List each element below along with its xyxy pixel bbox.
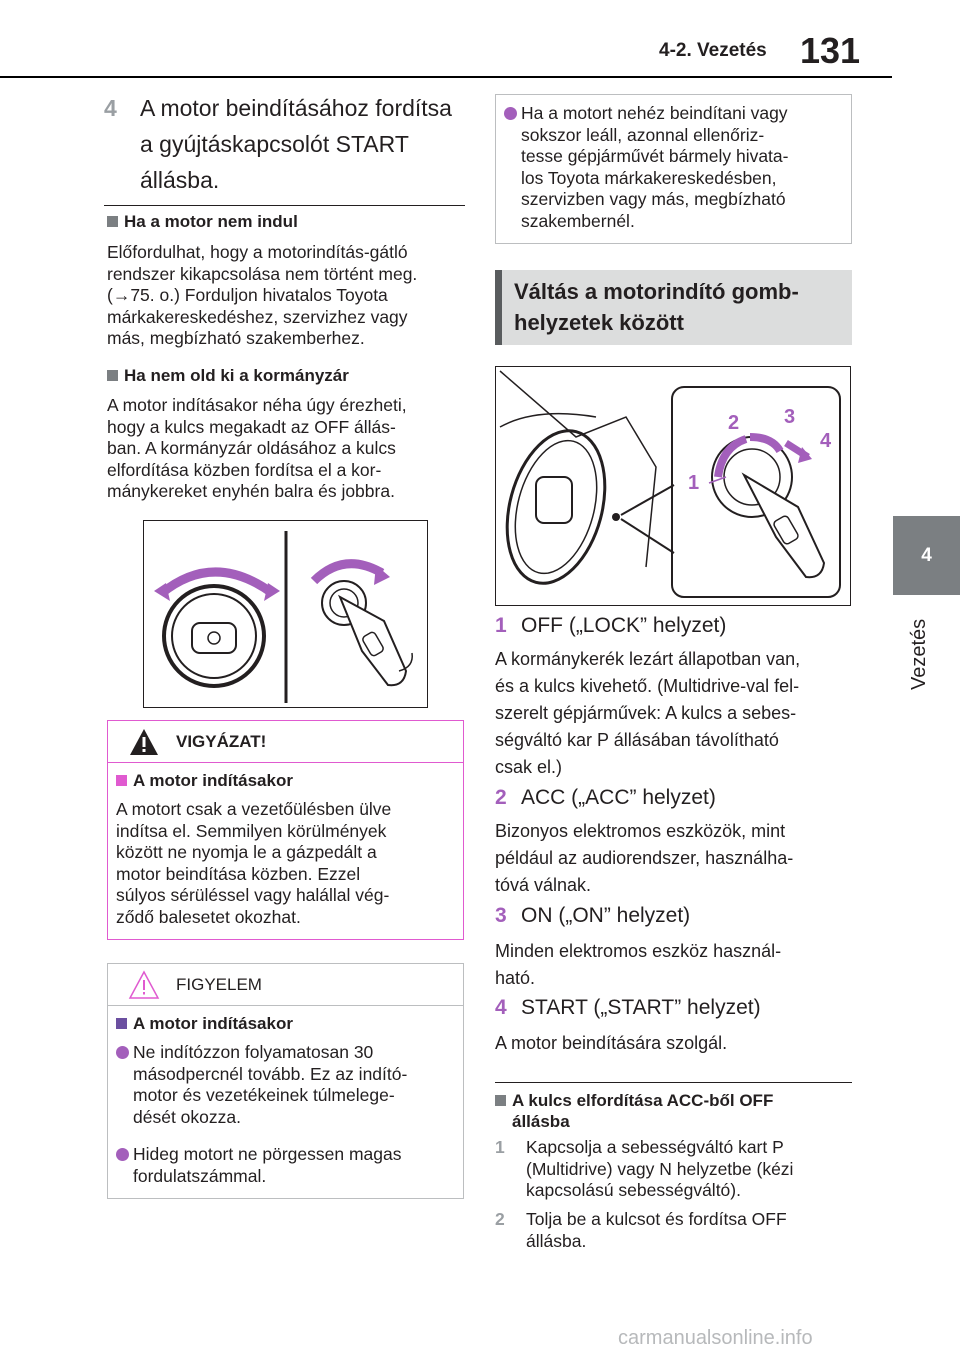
position-4-text <box>495 1030 855 1057</box>
square-bullet <box>495 1095 506 1106</box>
text-line: fordulatszámmal. <box>133 1165 267 1186</box>
position-title: ON („ON” helyzet) <box>521 904 691 927</box>
position-title: START („START” helyzet) <box>521 996 761 1019</box>
text-line: tóvá válnak. <box>495 875 592 895</box>
position-3-text <box>495 938 855 992</box>
note-bullet <box>504 103 849 232</box>
text-line: A kormánykerék lezárt állapotban van, <box>495 649 801 669</box>
text-line: motor és vezetékeinek túlmelege- <box>133 1085 395 1105</box>
round-bullet <box>504 107 517 120</box>
text-line: másodpercnél tovább. Ez az indító- <box>133 1063 408 1084</box>
page-reference-link[interactable]: (→75. o.) Forduljon hivatalos Toyota <box>107 285 388 305</box>
notice-title: FIGYELEM <box>176 975 262 994</box>
caution-triangle-icon <box>128 970 160 1000</box>
notice-subheading <box>116 1014 293 1034</box>
top-note-box <box>495 94 852 244</box>
watermark: carmanualsonline.info <box>618 1327 813 1349</box>
subheading-acc-off <box>495 1090 773 1132</box>
notice-header <box>108 964 463 1006</box>
text-line: ződő balesetet okozhat. <box>116 906 301 927</box>
section-heading-text <box>514 276 799 338</box>
text-line: ségváltó kar P állásában távolítható <box>495 730 779 750</box>
step-4 <box>104 90 464 198</box>
text-line: Tolja be a kulcsot és fordítsa OFF <box>526 1209 787 1229</box>
text-line: A motor beindítására szolgál. <box>495 1033 728 1053</box>
subheading-text: Ha a motor nem indul <box>124 212 298 231</box>
text-line: dését okozza. <box>133 1106 241 1127</box>
section-heading <box>495 270 852 345</box>
divider <box>104 205 465 206</box>
paragraph-kormanyzar <box>107 395 467 503</box>
position-label-2: 2 <box>728 412 740 434</box>
text-line: között ne nyomja le a gázpedált a <box>116 842 377 862</box>
section-title: 4-2. Vezetés <box>659 40 767 61</box>
position-number: 1 <box>495 614 507 637</box>
text-line: szakembernél. <box>521 210 635 231</box>
subheading-text: A motor indításakor <box>133 1014 293 1033</box>
text-line: márkakereskedéshez, szervizhez vagy <box>107 306 408 327</box>
text-line: A motor indításakor néha úgy érezheti, <box>107 395 407 415</box>
warning-triangle-icon <box>128 727 160 757</box>
warning-header <box>108 721 463 763</box>
chapter-label: Vezetés <box>908 618 930 690</box>
warning-text <box>116 799 461 928</box>
acc-off-step-2 <box>495 1209 855 1252</box>
text-line: motor beindítása közben. Ezzel <box>116 863 361 884</box>
notice-box <box>107 963 464 1199</box>
text-line: és a kulcs kivehető. (Multidrive-val fel- <box>495 676 800 696</box>
position-2-heading <box>495 786 716 810</box>
square-bullet <box>107 370 118 381</box>
position-1-heading <box>495 614 726 638</box>
text-line: Előfordulhat, hogy a motorindítás-gátló <box>107 242 408 262</box>
position-3-heading <box>495 904 690 928</box>
position-4-heading <box>495 996 761 1020</box>
text-line: más, megbízható szakemberhez. <box>107 328 365 348</box>
position-2-text <box>495 818 855 899</box>
subheading-text: Ha nem old ki a kormányzár <box>124 366 349 385</box>
round-bullet <box>116 1148 129 1161</box>
position-title: OFF („LOCK” helyzet) <box>521 614 727 637</box>
text-line: kapcsolású sebességváltó). <box>526 1180 741 1200</box>
notice-bullet <box>116 1042 461 1128</box>
ignition-drawing <box>496 367 850 605</box>
subheading-text: A kulcs elfordítása ACC-ből OFF <box>512 1091 774 1110</box>
subheading-motor-nem-indul <box>107 212 298 232</box>
text-line: Kapcsolja a sebességváltó kart P <box>526 1137 784 1157</box>
round-bullet <box>116 1046 129 1059</box>
text-line: Ne indítózzon folyamatosan 30 <box>133 1042 374 1062</box>
text-line: A motort csak a vezetőülésben ülve <box>116 799 392 819</box>
text-line: ban. A kormányzár oldásához a kulcs <box>107 438 396 458</box>
text-line: Minden elektromos eszköz használ- <box>495 941 782 961</box>
ignition-illustration <box>495 366 851 606</box>
text-line: sokszor leáll, azonnal ellenőriz- <box>521 124 765 145</box>
square-bullet <box>107 216 118 227</box>
position-number: 3 <box>495 904 507 927</box>
subheading-kormanyzar <box>107 366 349 386</box>
text-line: mánykereket enyhén balra és jobbra. <box>107 481 395 501</box>
text-line: súlyos sérüléssel vagy halállal vég- <box>116 885 390 905</box>
heading-line: Váltás a motorindító gomb- <box>514 279 799 304</box>
text-line: ható. <box>495 968 536 988</box>
subheading-text: állásba <box>512 1112 570 1131</box>
page-number: 131 <box>800 30 861 71</box>
paragraph-motor-nem-indul <box>107 242 467 350</box>
text-line: rendszer kikapcsolása nem történt meg. <box>107 263 418 284</box>
chapter-tab[interactable]: 4 <box>893 516 960 595</box>
step-number: 2 <box>495 1209 505 1229</box>
warning-title: VIGYÁZAT! <box>176 732 267 751</box>
position-1-text <box>495 646 855 781</box>
position-number: 2 <box>495 786 507 809</box>
text-line: Hideg motort ne pörgessen magas <box>133 1144 402 1164</box>
position-title: ACC („ACC” helyzet) <box>521 786 716 809</box>
text-line: (Multidrive) vagy N helyzetbe (kézi <box>526 1158 794 1179</box>
text-line: los Toyota márkakereskedésben, <box>521 167 777 188</box>
text-line: szerelt gépjárművek: A kulcs a sebes- <box>495 703 797 723</box>
position-label-3: 3 <box>784 406 796 428</box>
acc-off-step-1 <box>495 1137 855 1202</box>
text-line: például az audiorendszer, használha- <box>495 848 794 868</box>
warning-box <box>107 720 464 940</box>
text-line: elfordítása közben fordítsa el a kor- <box>107 459 382 480</box>
text-line: hogy a kulcs megakadt az OFF állás- <box>107 416 396 437</box>
step-text: A motor beindításához fordítsa a gyújtáskapcsolót START állásba. <box>140 95 452 193</box>
notice-bullet <box>116 1144 461 1187</box>
steering-key-drawing <box>144 521 427 707</box>
text-line: csak el.) <box>495 757 563 777</box>
text-line: tesse gépjárművét bármely hivata- <box>521 146 789 166</box>
step-number: 1 <box>495 1137 505 1157</box>
text-line: szervizben vagy más, megbízható <box>521 189 786 209</box>
square-bullet <box>116 775 127 786</box>
subheading-text: A motor indításakor <box>133 771 293 790</box>
header-rule <box>0 76 892 78</box>
text-line: Ha a motort nehéz beindítani vagy <box>521 103 788 123</box>
position-number: 4 <box>495 996 507 1019</box>
text-line: állásba. <box>526 1230 587 1251</box>
position-label-1: 1 <box>688 472 700 494</box>
position-label-4: 4 <box>820 430 832 452</box>
steering-lock-illustration <box>143 520 428 708</box>
warning-subheading <box>116 771 293 791</box>
text-line: Bizonyos elektromos eszközök, mint <box>495 821 786 841</box>
divider <box>495 1082 852 1083</box>
step-number: 4 <box>104 95 117 121</box>
square-bullet <box>116 1018 127 1029</box>
heading-line: helyzetek között <box>514 310 684 335</box>
text-line: indítsa el. Semmilyen körülmények <box>116 820 387 841</box>
